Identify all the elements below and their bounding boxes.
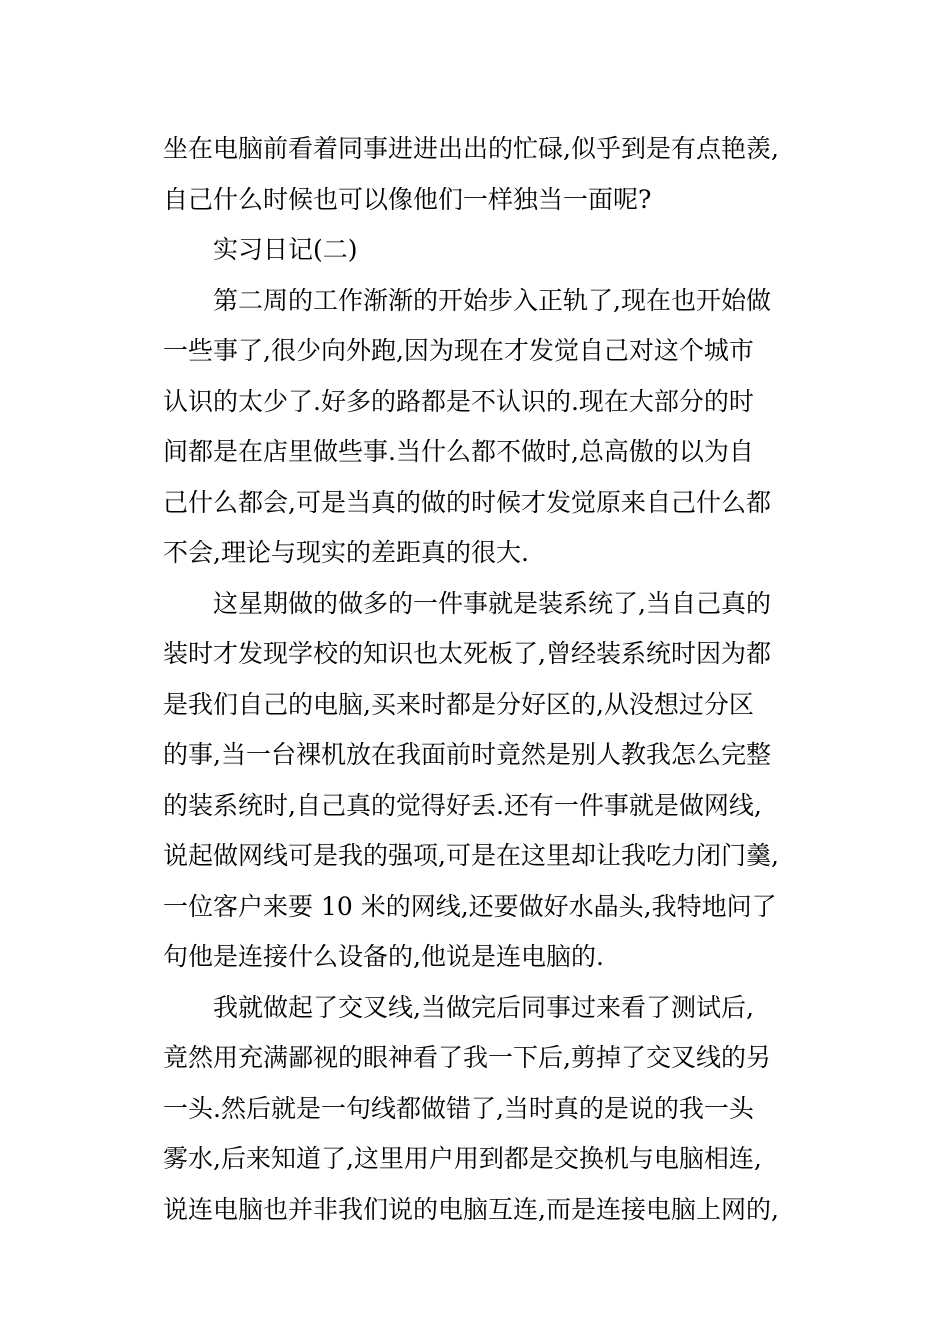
text-line: 的装系统时,自己真的觉得好丢.还有一件事就是做网线,: [163, 790, 762, 820]
text-line: 一些事了,很少向外跑,因为现在才发觉自己对这个城市: [163, 336, 754, 365]
text-line: 我就做起了交叉线,当做完后同事过来看了测试后,: [213, 992, 754, 1022]
text-line: 句他是连接什么设备的,他说是连电脑的.: [163, 942, 604, 971]
text-line: 第二周的工作渐渐的开始步入正轨了,现在也开始做: [213, 285, 771, 315]
text-line: 不会,理论与现实的差距真的很大.: [163, 538, 529, 567]
text-line: 雾水,后来知道了,这里用户用到都是交换机与电脑相连,: [163, 1144, 762, 1173]
text-line: 坐在电脑前看着同事进进出出的忙碌,似乎到是有点艳羡,: [163, 134, 779, 163]
text-line: 装时才发现学校的知识也太死板了,曾经装系统时因为都: [163, 639, 771, 668]
text-line: 说起做网线可是我的强项,可是在这里却让我吃力闭门羹,: [163, 841, 779, 870]
text-line: 这星期做的做多的一件事就是装系统了,当自己真的: [213, 588, 771, 618]
text-line: 一位客户来要 10 米的网线,还要做好水晶头,我特地问了: [163, 891, 777, 921]
text-line: 一头.然后就是一句线都做错了,当时真的是说的我一头: [163, 1093, 754, 1123]
text-line: 自己什么时候也可以像他们一样独当一面呢?: [163, 184, 652, 214]
text-line: 是我们自己的电脑,买来时都是分好区的,从没想过分区: [163, 689, 754, 719]
body-text: [163, 124, 803, 1235]
text-line: 的事,当一台裸机放在我面前时竟然是别人教我怎么完整: [163, 740, 771, 769]
text-line: 说连电脑也并非我们说的电脑互连,而是连接电脑上网的,: [163, 1194, 779, 1224]
text-line: 竟然用充满鄙视的眼神看了我一下后,剪掉了交叉线的另: [163, 1043, 771, 1072]
section-heading: 实习日记(二): [213, 235, 358, 264]
text-line: 间都是在店里做些事.当什么都不做时,总高傲的以为自: [163, 437, 754, 466]
text-line: 认识的太少了.好多的路都是不认识的.现在大部分的时: [163, 386, 754, 416]
text-line: 己什么都会,可是当真的做的时候才发觉原来自己什么都: [163, 487, 771, 517]
